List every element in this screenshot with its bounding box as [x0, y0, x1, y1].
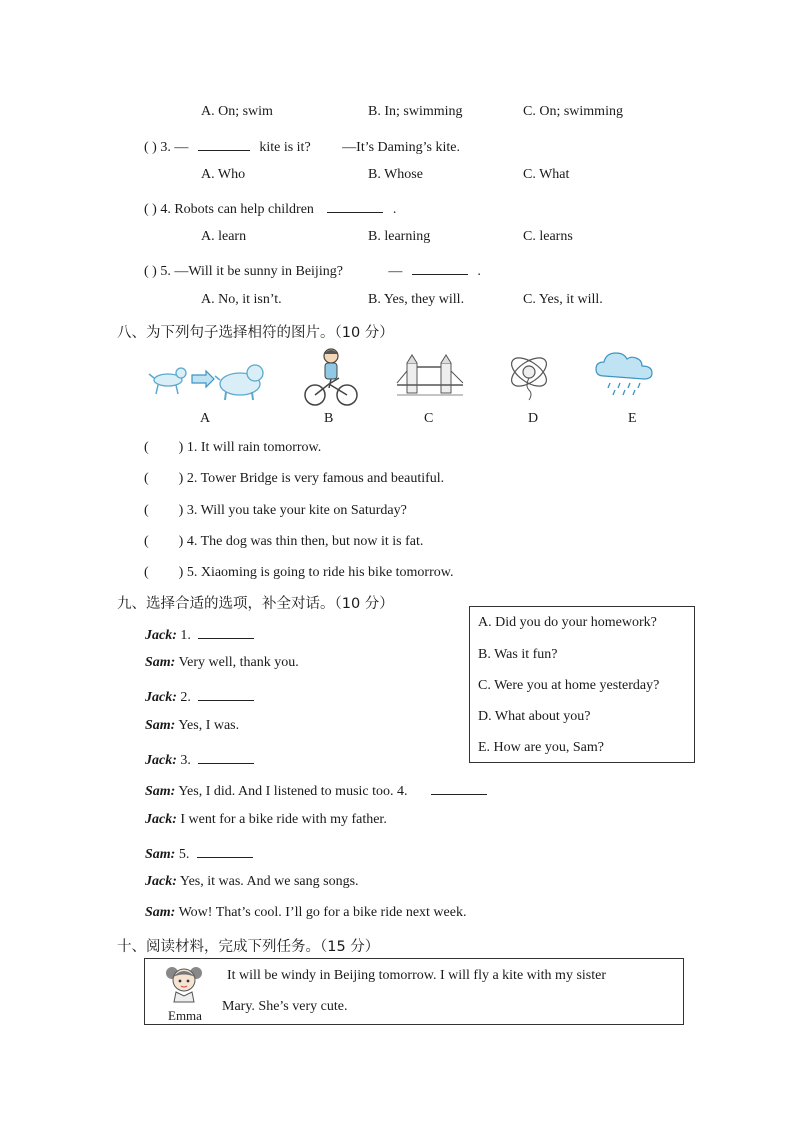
kite-icon [502, 350, 556, 402]
q4-text: Robots can help children [174, 202, 314, 217]
q4-blank[interactable] [327, 198, 383, 213]
dialogue-option-b: B. Was it fun? [478, 647, 558, 662]
section9-heading: 九、选择合适的选项，补全对话。（10 分） [117, 596, 394, 612]
dialogue-blank-4[interactable] [431, 780, 487, 795]
dialogue-line-9 [145, 874, 359, 890]
q4-number: 4. [160, 202, 171, 217]
dialogue-blank-1[interactable] [198, 624, 254, 639]
dialogue-line-10 [145, 905, 466, 921]
q5-number: 5. [160, 264, 171, 279]
q5-option-a: A. No, it isn’t. [201, 292, 282, 307]
dialogue-line-2 [145, 655, 299, 671]
dialogue-option-e: E. How are you, Sam? [478, 740, 604, 755]
dog-thin-to-fat-icon [148, 358, 268, 406]
picture-label-d: D [528, 411, 539, 426]
q3-option-b: B. Whose [368, 167, 423, 182]
section8-answer-5[interactable] [149, 562, 179, 576]
speaker-sam: Sam: [145, 655, 176, 670]
dialogue-text: 1. [180, 628, 191, 643]
dialogue-line-4 [145, 718, 239, 734]
dialogue-blank-2[interactable] [198, 686, 254, 701]
section8-answer-1[interactable] [149, 437, 179, 451]
reading-name: Emma [168, 1008, 202, 1023]
dialogue-line-7 [145, 812, 387, 828]
section8-item-open: ( [144, 565, 149, 580]
dialogue-line-1 [145, 624, 254, 644]
section8-item-text: ) 1. It will rain tomorrow. [178, 440, 322, 455]
q3-option-a: A. Who [201, 167, 246, 182]
dialogue-option-d: D. What about you? [478, 709, 591, 724]
speaker-jack: Jack: [145, 812, 177, 827]
section8-item-2 [144, 468, 444, 487]
q3-reply: —It’s Daming’s kite. [342, 140, 460, 155]
q5-dash: — [388, 264, 403, 279]
q5-line [144, 260, 481, 280]
q3-line [144, 136, 460, 156]
q5-paren: ( ) [144, 264, 157, 279]
speaker-sam: Sam: [145, 718, 176, 733]
section8-heading: 八、为下列句子选择相符的图片。（10 分） [117, 325, 394, 341]
q5-text: —Will it be sunny in Beijing? [174, 264, 343, 279]
q3-text: kite is it? [259, 140, 311, 155]
dialogue-text: Yes, I was. [178, 718, 240, 733]
dialogue-line-8 [145, 843, 253, 863]
tower-bridge-icon [397, 353, 463, 399]
section8-item-3 [144, 500, 407, 519]
q3-dash: — [174, 140, 189, 155]
section8-item-open: ( [144, 471, 149, 486]
reading-line-2: Mary. She’s very cute. [222, 999, 348, 1014]
section8-answer-3[interactable] [149, 500, 179, 514]
section8-item-text: ) 5. Xiaoming is going to ride his bike tomorrow. [178, 565, 454, 580]
q5-end: . [477, 264, 481, 279]
section8-item-open: ( [144, 534, 149, 549]
q2-option-c: C. On; swimming [523, 104, 623, 119]
dialogue-option-c: C. Were you at home yesterday? [478, 678, 660, 693]
q4-end: . [392, 202, 397, 217]
dialogue-blank-3[interactable] [198, 749, 254, 764]
rain-cloud-icon [594, 350, 660, 398]
section8-item-1 [144, 437, 321, 456]
speaker-sam: Sam: [145, 784, 176, 799]
dialogue-text: 3. [180, 753, 191, 768]
section8-item-text: ) 2. Tower Bridge is very famous and beautiful. [178, 471, 445, 486]
q3-paren: ( ) [144, 140, 157, 155]
section8-item-text: ) 3. Will you take your kite on Saturday? [178, 503, 407, 518]
picture-label-e: E [628, 411, 637, 426]
q4-line [144, 198, 396, 218]
dialogue-text: 2. [180, 690, 191, 705]
section10-heading: 十、阅读材料，完成下列任务。（15 分） [117, 939, 380, 955]
section8-item-open: ( [144, 503, 149, 518]
dialogue-text: Yes, I did. And I listened to music too. 4. [178, 784, 408, 799]
dialogue-text: 5. [178, 847, 190, 862]
q5-blank[interactable] [412, 260, 468, 275]
speaker-jack: Jack: [145, 874, 177, 889]
speaker-jack: Jack: [145, 753, 177, 768]
speaker-jack: Jack: [145, 628, 177, 643]
dialogue-line-3 [145, 686, 254, 706]
q3-number: 3. [160, 140, 171, 155]
q3-option-c: C. What [523, 167, 570, 182]
q4-option-b: B. learning [368, 229, 431, 244]
q2-option-a: A. On; swim [201, 104, 273, 119]
reading-line-1: It will be windy in Beijing tomorrow. I will fly a kite with my sister [227, 968, 606, 983]
picture-label-b: B [324, 411, 334, 426]
dialogue-text: Yes, it was. And we sang songs. [179, 874, 359, 889]
section8-item-open: ( [144, 440, 149, 455]
speaker-sam: Sam: [145, 847, 176, 862]
dialogue-blank-5[interactable] [197, 843, 253, 858]
picture-label-a: A [200, 411, 211, 426]
section8-item-5 [144, 562, 453, 581]
dialogue-option-a: A. Did you do your homework? [478, 615, 657, 630]
section8-item-4 [144, 531, 423, 550]
q5-option-b: B. Yes, they will. [368, 292, 465, 307]
dialogue-text: Very well, thank you. [178, 655, 299, 670]
section8-item-text: ) 4. The dog was thin then, but now it is fat. [178, 534, 424, 549]
q4-paren: ( ) [144, 202, 157, 217]
dialogue-line-6 [145, 780, 487, 800]
q3-blank[interactable] [198, 136, 250, 151]
boy-riding-bike-icon [303, 348, 359, 408]
q4-option-c: C. learns [523, 229, 573, 244]
speaker-jack: Jack: [145, 690, 177, 705]
speaker-sam: Sam: [145, 905, 176, 920]
dialogue-text: Wow! That’s cool. I’ll go for a bike ride next week. [178, 905, 467, 920]
section8-answer-2[interactable] [149, 468, 179, 482]
dialogue-line-5 [145, 749, 254, 769]
q2-option-b: B. In; swimming [368, 104, 463, 119]
section8-answer-4[interactable] [149, 531, 179, 545]
picture-label-c: C [424, 411, 434, 426]
girl-avatar-icon [164, 964, 204, 1006]
q4-option-a: A. learn [201, 229, 247, 244]
q5-option-c: C. Yes, it will. [523, 292, 603, 307]
dialogue-text: I went for a bike ride with my father. [180, 812, 387, 827]
